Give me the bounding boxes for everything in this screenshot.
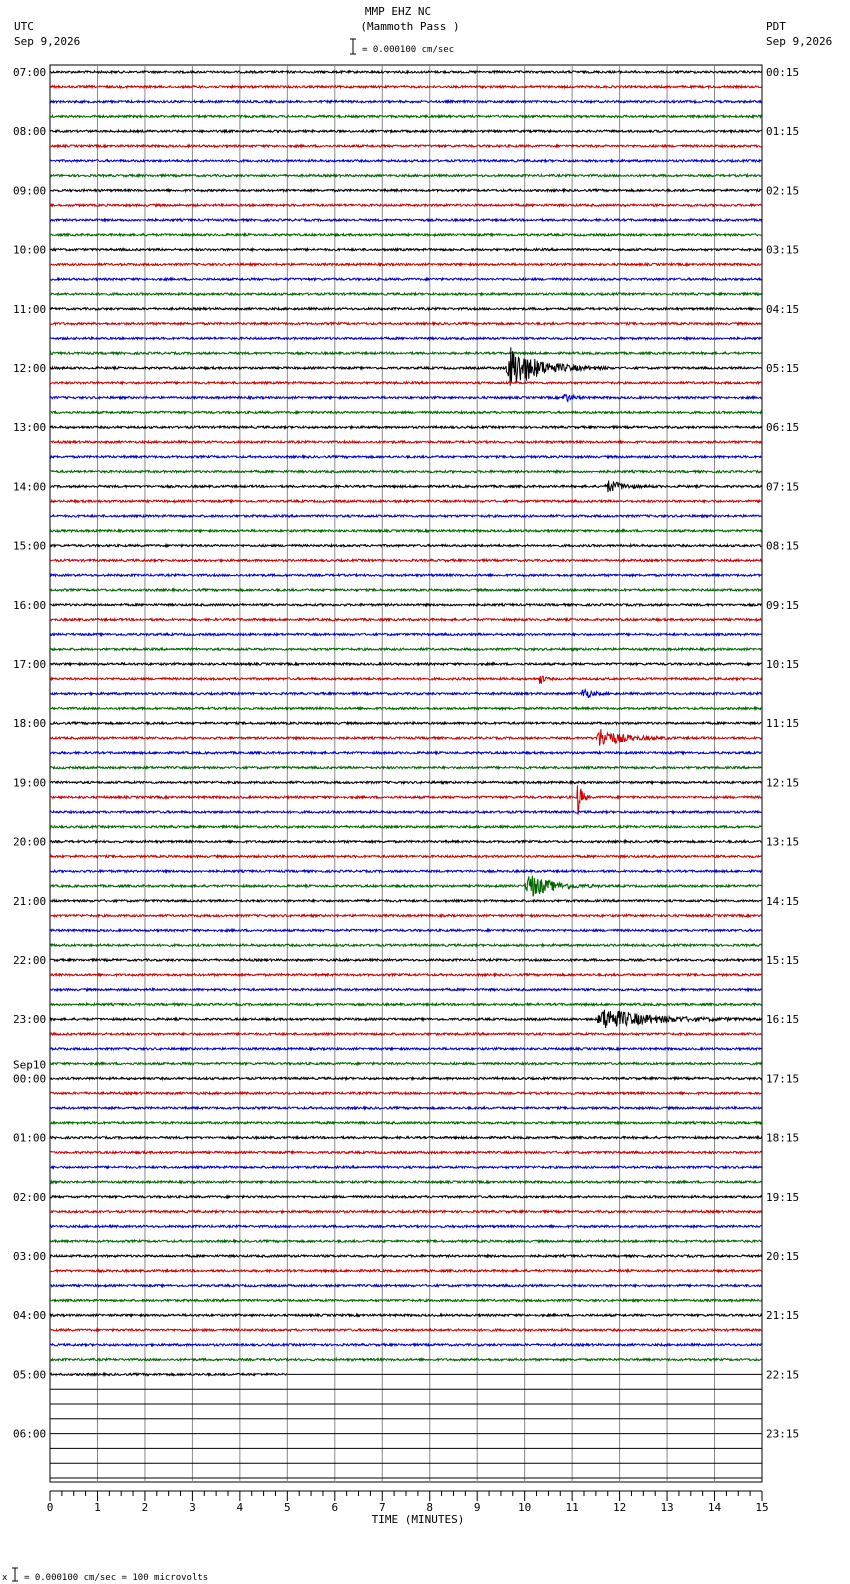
right-timezone: PDT xyxy=(766,20,786,33)
trace-row xyxy=(50,115,762,117)
trace-row xyxy=(50,263,762,265)
trace-row xyxy=(50,1063,762,1065)
pdt-hour-label: 11:15 xyxy=(766,717,800,731)
utc-hour-label: 19:00 xyxy=(13,776,47,790)
trace-row xyxy=(50,767,762,769)
trace-row xyxy=(50,545,762,547)
pdt-hour-label: 07:15 xyxy=(766,480,800,494)
utc-hour-label: 23:00 xyxy=(13,1013,47,1027)
trace-row xyxy=(50,337,762,339)
trace-row xyxy=(50,1270,762,1272)
trace-row xyxy=(50,189,762,191)
x-axis-title: TIME (MINUTES) xyxy=(371,1513,465,1526)
trace-row xyxy=(50,1033,762,1035)
x-tick-label: 11 xyxy=(565,1501,579,1514)
trace-area xyxy=(50,71,762,1478)
left-hour-labels xyxy=(13,66,46,1441)
x-tick-label: 1 xyxy=(94,1501,101,1514)
trace-row xyxy=(50,811,762,813)
footer-scale-label: = 0.000100 cm/sec = 100 microvolts xyxy=(24,1573,209,1583)
trace-row xyxy=(50,1137,762,1139)
trace-row xyxy=(50,411,762,413)
trace-row xyxy=(50,944,762,946)
trace-row xyxy=(50,574,762,576)
trace-row xyxy=(50,1329,762,1331)
trace-row xyxy=(50,382,762,384)
utc-hour-label: 11:00 xyxy=(13,302,47,316)
utc-hour-label: 02:00 xyxy=(13,1190,47,1204)
utc-hour-label: 06:00 xyxy=(13,1427,47,1441)
x-tick-label: 15 xyxy=(755,1501,769,1514)
trace-row xyxy=(50,1003,762,1005)
trace-row xyxy=(50,826,762,828)
footer-scale-icon xyxy=(12,1568,18,1581)
pdt-hour-label: 00:15 xyxy=(766,66,800,79)
trace-row xyxy=(50,145,762,147)
trace-row xyxy=(50,1225,762,1227)
date-change-label: Sep10 xyxy=(13,1058,47,1072)
trace-row xyxy=(50,1344,762,1346)
x-tick-label: 3 xyxy=(189,1501,196,1514)
trace-row xyxy=(50,308,762,310)
utc-hour-label: 13:00 xyxy=(13,421,47,435)
x-tick-label: 9 xyxy=(473,1501,481,1514)
utc-hour-label: 12:00 xyxy=(13,362,47,375)
utc-hour-label: 08:00 xyxy=(13,125,47,139)
trace-row xyxy=(50,1255,762,1257)
trace-row xyxy=(50,876,762,897)
trace-row xyxy=(50,959,762,961)
pdt-hour-label: 14:15 xyxy=(766,894,800,908)
pdt-hour-label: 23:15 xyxy=(766,1427,800,1441)
trace-row xyxy=(50,175,762,177)
trace-row xyxy=(50,1010,762,1028)
pdt-hour-label: 16:15 xyxy=(766,1013,800,1027)
utc-hour-label: 10:00 xyxy=(13,243,47,257)
x-axis xyxy=(47,1491,769,1514)
trace-row xyxy=(50,619,762,621)
trace-row xyxy=(50,352,762,354)
pdt-hour-label: 03:15 xyxy=(766,243,800,257)
trace-row xyxy=(50,729,762,746)
utc-hour-label: 15:00 xyxy=(13,539,47,553)
utc-hour-label: 17:00 xyxy=(13,658,47,671)
trace-row xyxy=(50,426,762,428)
trace-row xyxy=(50,471,762,473)
trace-row xyxy=(50,1166,762,1168)
trace-row xyxy=(50,855,762,857)
pdt-hour-label: 12:15 xyxy=(766,776,800,790)
pdt-hour-label: 01:15 xyxy=(766,125,800,139)
pdt-hour-label: 17:15 xyxy=(766,1072,800,1086)
trace-row xyxy=(50,633,762,635)
right-date: Sep 9,2026 xyxy=(766,35,833,48)
trace-row xyxy=(50,530,762,532)
trace-row xyxy=(50,559,762,561)
trace-row xyxy=(50,690,762,698)
pdt-hour-label: 22:15 xyxy=(766,1368,800,1382)
trace-row xyxy=(50,293,762,295)
trace-row xyxy=(50,101,762,103)
utc-hour-label: 22:00 xyxy=(13,954,47,967)
trace-row xyxy=(50,394,762,401)
trace-row xyxy=(50,86,762,88)
trace-row xyxy=(50,900,762,902)
trace-row xyxy=(50,1211,762,1213)
trace-row xyxy=(50,1359,762,1361)
trace-row xyxy=(50,1151,762,1153)
trace-row xyxy=(50,71,762,73)
trace-row xyxy=(50,1314,762,1316)
pdt-hour-label: 02:15 xyxy=(766,184,800,198)
trace-row xyxy=(50,515,762,517)
trace-row xyxy=(50,219,762,221)
x-tick-label: 8 xyxy=(426,1501,434,1514)
trace-row xyxy=(50,160,762,162)
station-title: MMP EHZ NC xyxy=(364,5,432,18)
x-tick-label: 12 xyxy=(612,1501,627,1514)
utc-hour-label: 00:00 xyxy=(13,1072,47,1086)
trace-row xyxy=(50,589,762,591)
trace-row xyxy=(50,1107,762,1109)
pdt-hour-label: 04:15 xyxy=(766,302,800,316)
utc-hour-label: 01:00 xyxy=(13,1131,47,1145)
trace-row xyxy=(50,249,762,251)
pdt-hour-label: 05:15 xyxy=(766,362,800,375)
trace-row xyxy=(50,456,762,458)
utc-hour-label: 14:00 xyxy=(13,480,47,494)
trace-row xyxy=(50,234,762,236)
utc-hour-label: 05:00 xyxy=(13,1368,47,1382)
left-date: Sep 9,2026 xyxy=(14,35,81,48)
scale-bar-icon xyxy=(350,39,356,54)
pdt-hour-label: 21:15 xyxy=(766,1309,800,1323)
utc-hour-label: 09:00 xyxy=(13,184,47,198)
trace-row xyxy=(50,781,762,783)
trace-row xyxy=(50,278,762,280)
trace-row xyxy=(50,929,762,931)
x-tick-label: 10 xyxy=(518,1501,532,1514)
trace-row xyxy=(50,648,762,650)
right-hour-labels xyxy=(766,66,799,1441)
utc-hour-label: 16:00 xyxy=(13,598,47,612)
utc-hour-label: 03:00 xyxy=(13,1250,47,1263)
x-tick-label: 0 xyxy=(46,1501,54,1514)
x-tick-label: 5 xyxy=(284,1501,291,1514)
trace-row xyxy=(50,870,762,872)
trace-row xyxy=(50,1077,762,1079)
pdt-hour-label: 10:15 xyxy=(766,658,800,671)
trace-row xyxy=(50,500,762,502)
trace-row xyxy=(50,130,762,132)
utc-hour-label: 18:00 xyxy=(13,717,47,731)
trace-row xyxy=(50,1285,762,1287)
pdt-hour-label: 08:15 xyxy=(766,539,800,553)
pdt-hour-label: 06:15 xyxy=(766,421,800,435)
trace-row xyxy=(50,1181,762,1183)
x-tick-label: 6 xyxy=(331,1501,339,1514)
trace-row xyxy=(50,1240,762,1242)
pdt-hour-label: 19:15 xyxy=(766,1190,800,1204)
pdt-hour-label: 15:15 xyxy=(766,954,800,967)
trace-row xyxy=(50,1196,762,1198)
utc-hour-label: 20:00 xyxy=(13,835,47,849)
x-tick-label: 7 xyxy=(378,1501,386,1514)
trace-row xyxy=(50,1299,762,1301)
footer-marker: x xyxy=(2,1573,8,1583)
location-title: (Mammoth Pass ) xyxy=(360,20,460,33)
pdt-hour-label: 13:15 xyxy=(766,835,800,849)
x-tick-label: 13 xyxy=(660,1501,674,1514)
pdt-hour-label: 20:15 xyxy=(766,1250,800,1263)
utc-hour-label: 07:00 xyxy=(13,66,47,79)
trace-row xyxy=(50,989,762,991)
trace-row xyxy=(50,1092,762,1094)
trace-row xyxy=(50,663,762,665)
trace-row xyxy=(50,841,762,843)
left-timezone: UTC xyxy=(14,20,34,33)
pdt-hour-label: 18:15 xyxy=(766,1131,800,1145)
x-tick-label: 14 xyxy=(707,1501,722,1514)
trace-row xyxy=(50,1122,762,1124)
x-tick-label: 4 xyxy=(236,1501,244,1514)
trace-row xyxy=(50,204,762,206)
utc-hour-label: 21:00 xyxy=(13,894,47,908)
trace-row xyxy=(50,1373,287,1375)
x-tick-label: 2 xyxy=(141,1501,149,1514)
trace-row xyxy=(50,974,762,976)
trace-row xyxy=(50,676,762,684)
trace-row xyxy=(50,707,762,709)
trace-row xyxy=(50,481,762,493)
trace-row xyxy=(50,323,762,325)
trace-row xyxy=(50,722,762,724)
trace-row xyxy=(50,752,762,754)
trace-row xyxy=(50,915,762,917)
pdt-hour-label: 09:15 xyxy=(766,598,800,612)
utc-hour-label: 04:00 xyxy=(13,1309,47,1323)
scale-label: = 0.000100 cm/sec xyxy=(362,45,455,55)
trace-row xyxy=(50,604,762,606)
trace-row xyxy=(50,1048,762,1050)
trace-row xyxy=(50,441,762,443)
